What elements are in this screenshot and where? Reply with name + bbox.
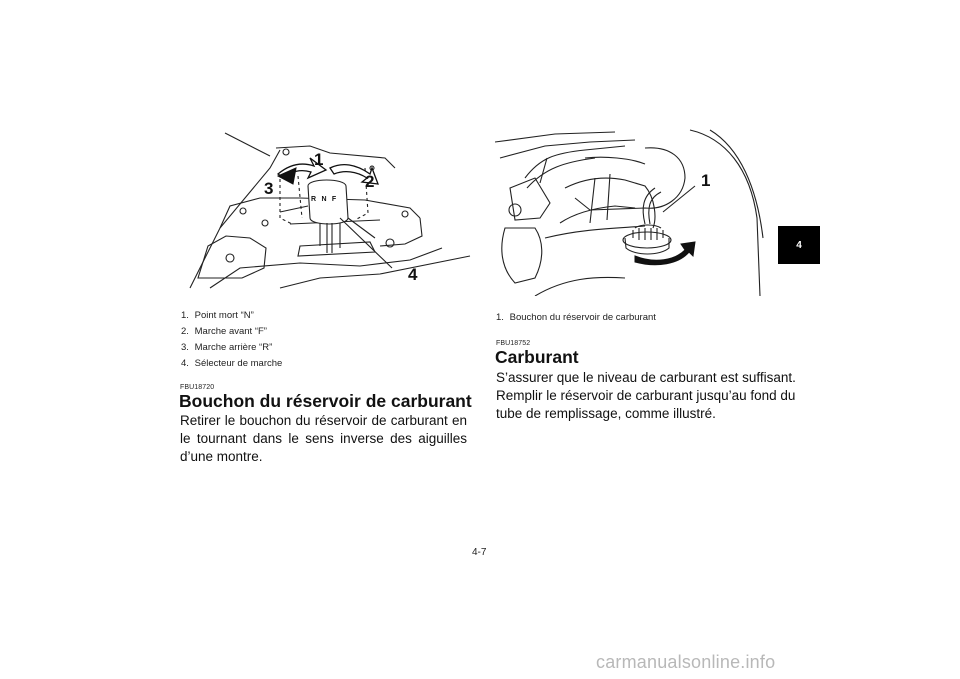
callout-2-left: 2 bbox=[365, 172, 375, 191]
legend-item: 2. Marche avant “F” bbox=[181, 326, 267, 337]
legend-item: 4. Sélecteur de marche bbox=[181, 358, 283, 369]
legend-item: 1. Bouchon du réservoir de carburant bbox=[496, 312, 656, 323]
section-code-right: FBU18752 bbox=[496, 340, 531, 347]
section-code-left: FBU18720 bbox=[180, 384, 215, 391]
right-figure-legend bbox=[496, 310, 656, 326]
callout-3-left: 3 bbox=[264, 179, 274, 198]
section-body-left: Retirer le bouchon du réservoir de carburant en le tournant dans le sens inverse des aiguilles d’une montre. bbox=[180, 413, 467, 464]
legend-item: 1. Point mort “N” bbox=[181, 310, 254, 321]
section-body-right: S’assurer que le niveau de carburant est suffisant. Remplir le réservoir de carburant jusqu’au fond du tube de remplissage, comme illustré. bbox=[496, 370, 796, 421]
callout-1-left: 1 bbox=[314, 150, 324, 169]
fuel-cap-drawing bbox=[495, 128, 790, 296]
section-title-left: Bouchon du réservoir de carburant bbox=[179, 391, 472, 411]
chapter-tab-label: 4 bbox=[796, 239, 802, 251]
callout-4-left: 4 bbox=[408, 265, 418, 284]
legend-item: 3. Marche arrière “R” bbox=[181, 342, 273, 353]
chapter-tab bbox=[778, 226, 820, 264]
shifter-marks-text: R N F bbox=[311, 196, 337, 203]
callout-1-right: 1 bbox=[701, 171, 711, 190]
page-number: 4-7 bbox=[472, 547, 487, 558]
fuel-cap-illustration bbox=[495, 128, 790, 296]
shift-lever-illustration bbox=[180, 128, 480, 296]
left-figure-legend bbox=[181, 308, 282, 372]
watermark: carmanualsonline.info bbox=[596, 652, 776, 672]
shift-lever-drawing bbox=[180, 128, 480, 296]
section-title-right: Carburant bbox=[495, 347, 579, 367]
